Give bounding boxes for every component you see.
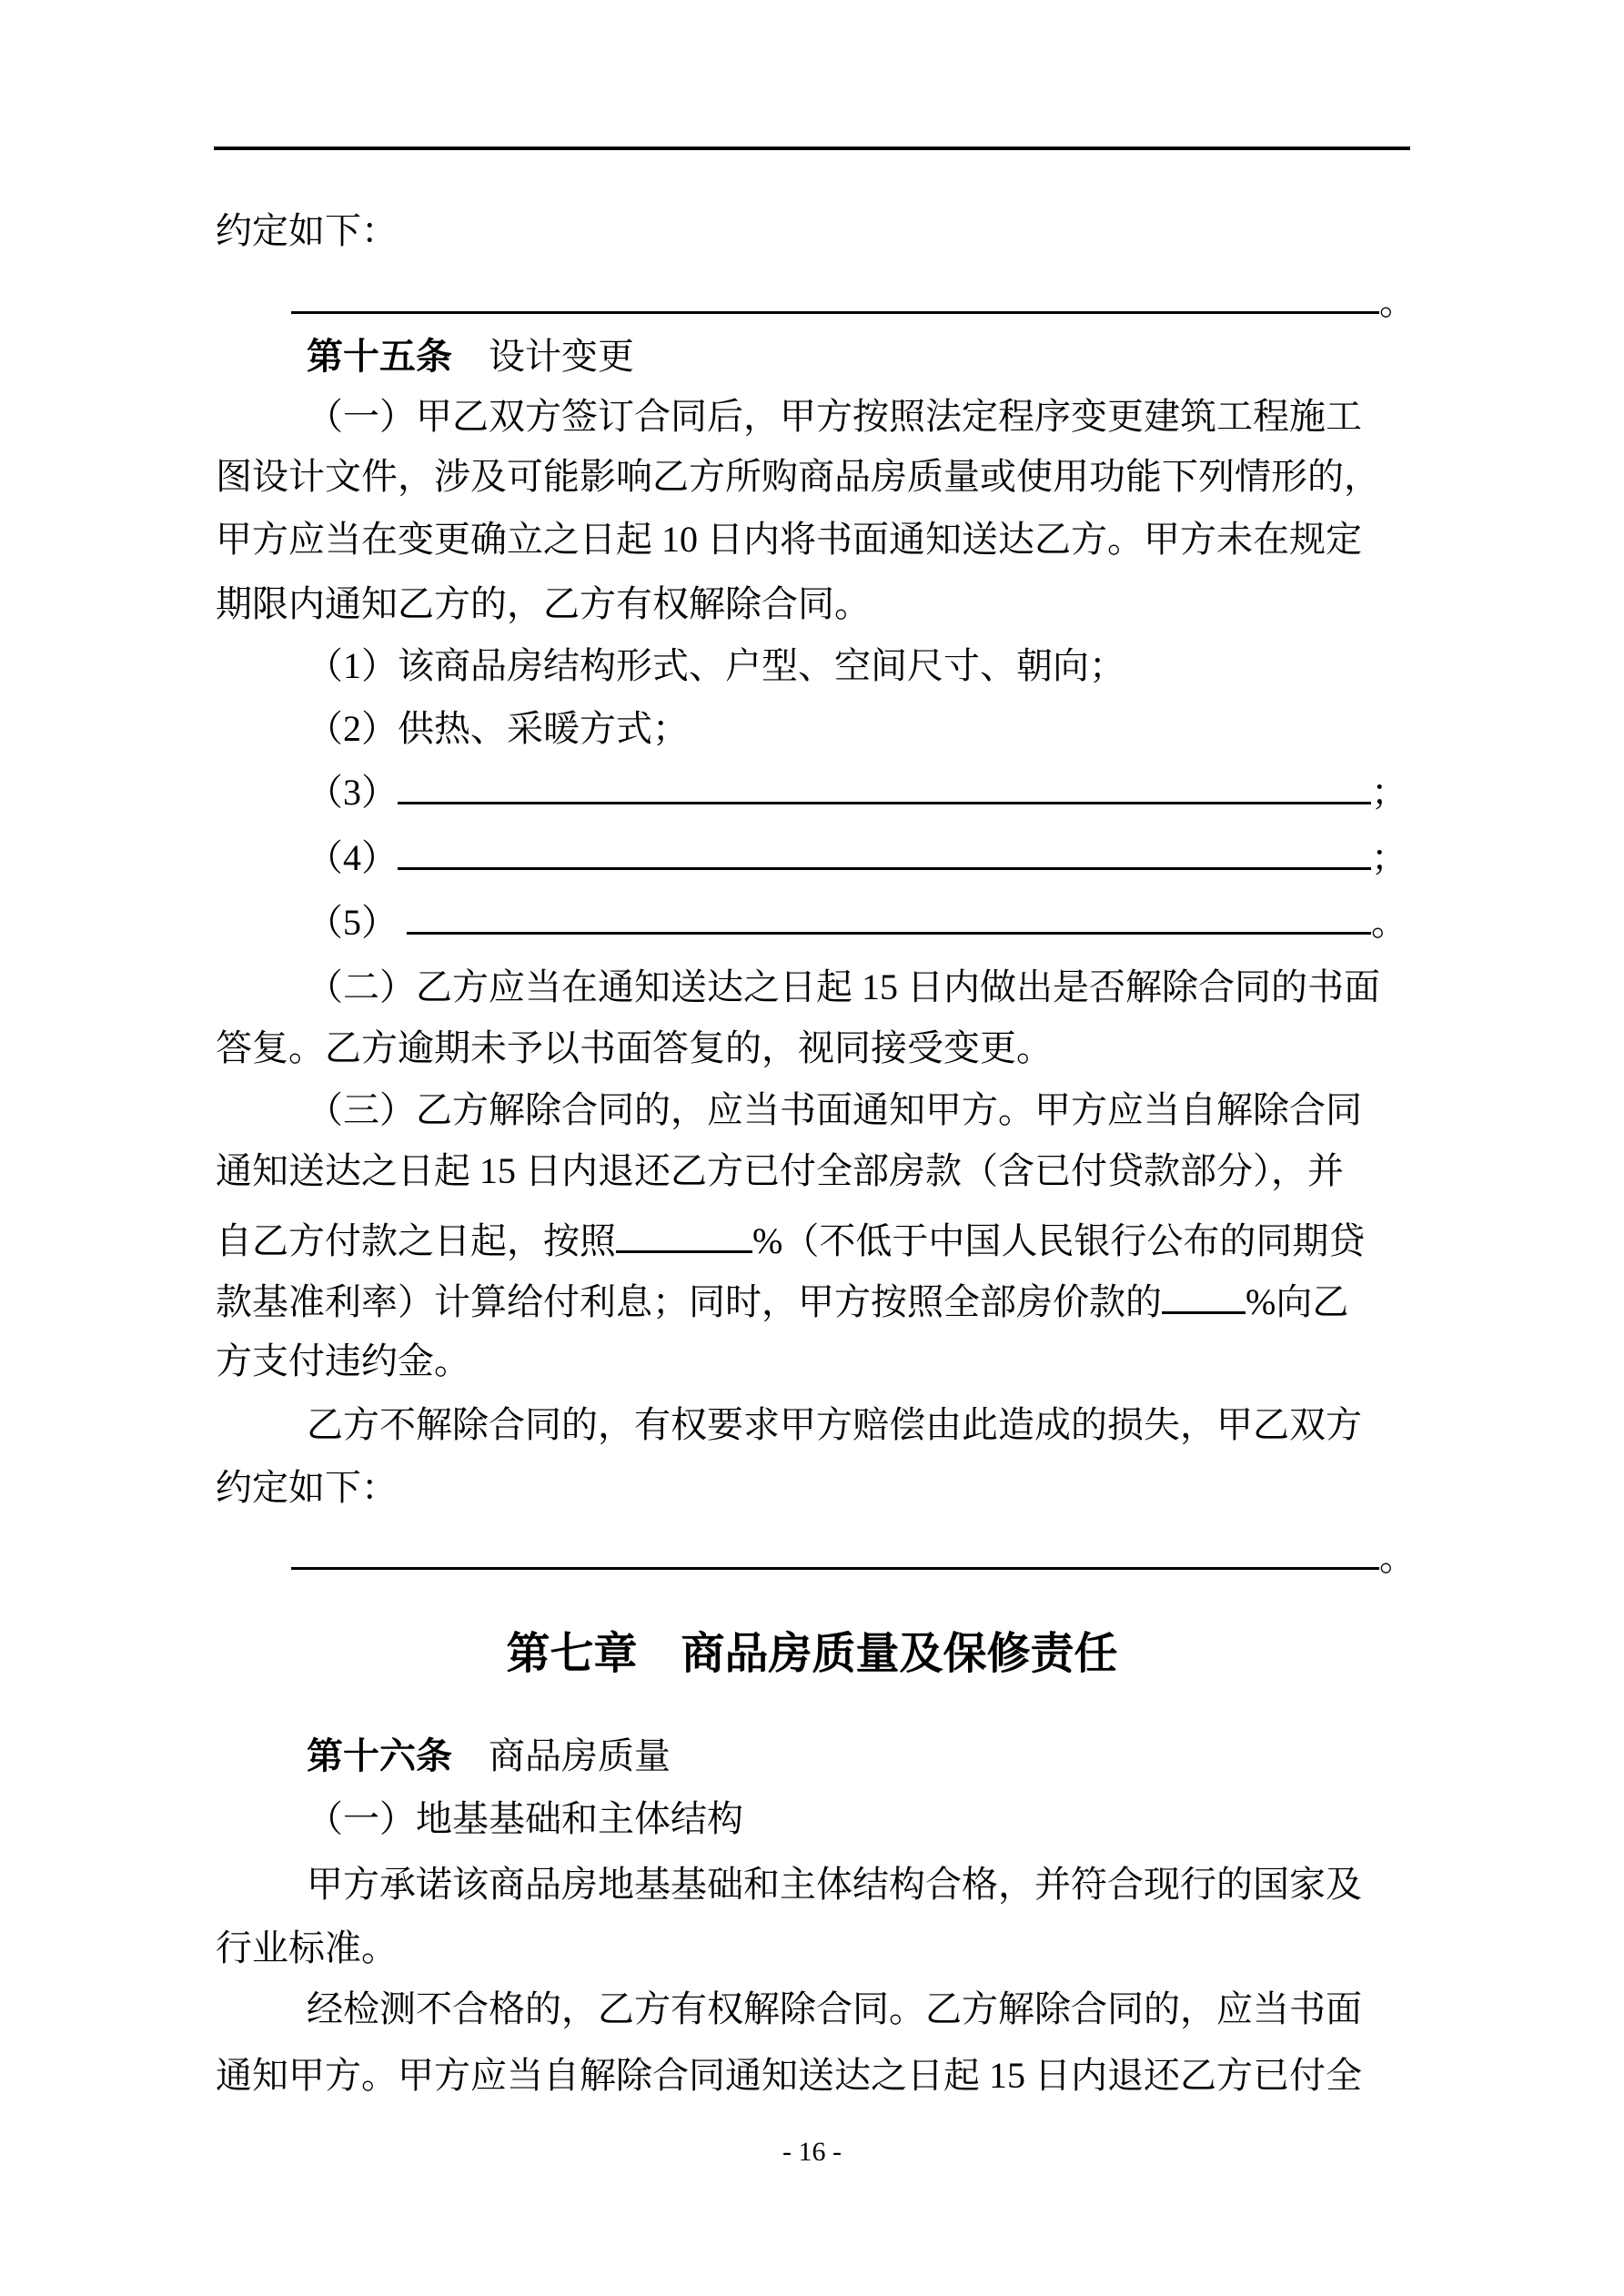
body-line — [216, 1917, 398, 1979]
blank-line — [291, 1525, 1416, 1587]
body-line — [216, 1269, 1348, 1331]
blank-underline — [398, 760, 1371, 804]
body-line — [216, 573, 871, 635]
text-segment: 通知甲方。甲方应当自解除合同通知送达之日起 15 日内退还乙方已付全 — [216, 2055, 1362, 2096]
text-segment — [398, 902, 407, 943]
text-segment: 通知送达之日起 15 日内退还乙方已付全部房款（含已付贷款部分），并 — [216, 1150, 1344, 1191]
text-segment: 答复。乙方逾期未予以书面答复的，视同接受变更。 — [216, 1027, 1053, 1068]
blank-line — [307, 760, 1407, 822]
body-line — [216, 1209, 1365, 1270]
text-segment: 方支付违约金。 — [216, 1340, 470, 1381]
blank-underline — [1162, 1269, 1246, 1314]
body-line — [216, 446, 1380, 508]
text-segment: （4） — [307, 837, 398, 878]
blank-underline — [398, 825, 1371, 870]
text-segment: %向乙 — [1246, 1281, 1349, 1322]
text-segment: 商品房质量 — [452, 1735, 671, 1776]
body-line — [216, 200, 398, 262]
page-number: - 16 - — [782, 2137, 842, 2167]
text-segment: （一）甲乙双方签订合同后，甲方按照法定程序变更建筑工程施工 — [307, 396, 1362, 437]
body-line — [307, 635, 1125, 697]
blank-underline — [291, 269, 1379, 314]
text-segment: 甲方承诺该商品房地基基础和主体结构合格，并符合现行的国家及 — [307, 1864, 1362, 1905]
text-segment: 约定如下： — [216, 210, 398, 251]
body-line — [216, 509, 1362, 571]
body-line — [307, 956, 1380, 1018]
text-segment: 。 — [1371, 902, 1407, 943]
text-segment: （1）该商品房结构形式、户型、空间尺寸、朝向； — [307, 645, 1125, 686]
header-rule — [214, 147, 1410, 150]
text-segment: （二）乙方应当在通知送达之日起 15 日内做出是否解除合同的书面 — [307, 966, 1380, 1007]
text-segment: 。 — [1379, 1537, 1416, 1578]
body-line — [216, 1140, 1344, 1202]
article-heading — [307, 1725, 671, 1787]
text-segment: 经检测不合格的，乙方有权解除合同。乙方解除合同的，应当书面 — [307, 1988, 1362, 2029]
blank-line — [307, 890, 1407, 952]
text-segment: 。 — [1379, 281, 1416, 322]
body-line — [216, 1017, 1053, 1079]
text-segment: （三）乙方解除合同的，应当书面通知甲方。甲方应当自解除合同 — [307, 1089, 1362, 1130]
body-line — [216, 1457, 398, 1519]
text-segment: 图设计文件，涉及可能影响乙方所购商品房质量或使用功能下列情形的， — [216, 456, 1380, 497]
body-line — [216, 1330, 470, 1392]
text-segment: 第十六条 — [307, 1736, 452, 1776]
body-line — [307, 1978, 1362, 2040]
article-heading — [307, 326, 634, 388]
body-line — [307, 1394, 1362, 1456]
text-segment: 第十五条 — [307, 337, 452, 377]
text-segment: ； — [1371, 837, 1407, 878]
blank-line — [291, 269, 1416, 331]
text-segment: 自乙方付款之日起，按照 — [216, 1220, 616, 1261]
text-segment: （2）供热、采暖方式； — [307, 708, 689, 749]
chapter-heading — [0, 1623, 1624, 1685]
text-segment: 行业标准。 — [216, 1927, 398, 1968]
text-segment: %（不低于中国人民银行公布的同期贷 — [752, 1220, 1366, 1261]
text-segment: ； — [1371, 772, 1407, 813]
text-segment: （5） — [307, 902, 398, 943]
text-segment: 期限内通知乙方的，乙方有权解除合同。 — [216, 583, 871, 624]
body-line — [307, 1788, 743, 1850]
text-segment: （一）地基基础和主体结构 — [307, 1798, 743, 1839]
blank-underline — [407, 890, 1371, 935]
body-line — [216, 2045, 1362, 2107]
blank-underline — [616, 1209, 752, 1253]
blank-underline — [291, 1525, 1379, 1570]
blank-line — [307, 825, 1407, 887]
text-segment: （3） — [307, 772, 398, 813]
text-segment: 第七章 商品房质量及保修责任 — [506, 1630, 1118, 1678]
body-line — [307, 1079, 1362, 1141]
body-line — [307, 1854, 1362, 1916]
body-line — [307, 386, 1362, 448]
text-segment: 约定如下： — [216, 1467, 398, 1508]
text-segment: 款基准利率）计算给付利息；同时，甲方按照全部房价款的 — [216, 1281, 1162, 1322]
body-line — [307, 698, 689, 760]
text-segment: 甲方应当在变更确立之日起 10 日内将书面通知送达乙方。甲方未在规定 — [216, 519, 1362, 560]
text-segment: 设计变更 — [452, 336, 634, 377]
text-segment: 乙方不解除合同的，有权要求甲方赔偿由此造成的损失，甲乙双方 — [307, 1404, 1362, 1445]
